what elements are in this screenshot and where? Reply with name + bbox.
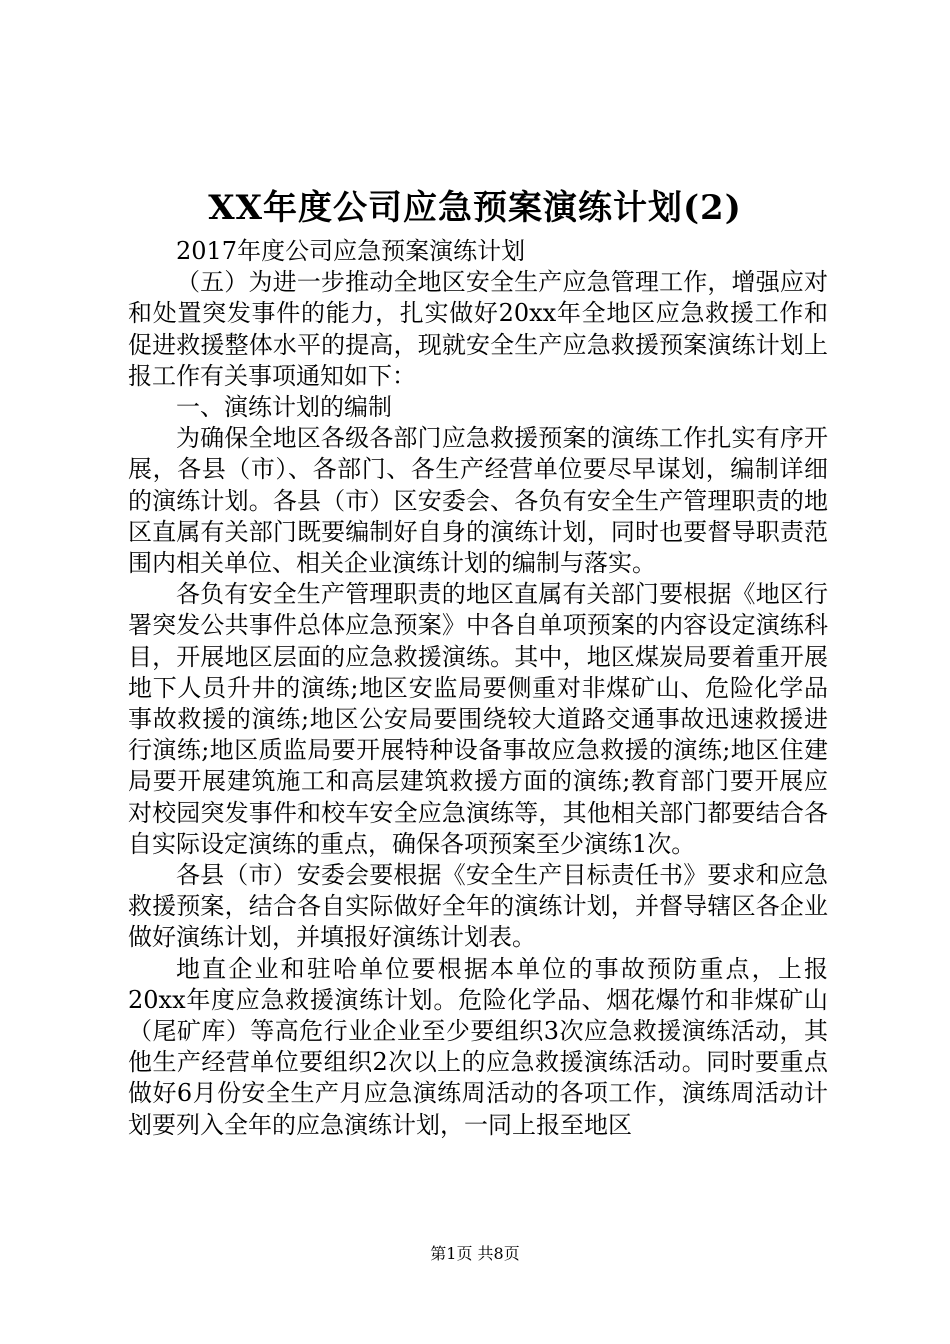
paragraph-subtitle: 2017年度公司应急预案演练计划 xyxy=(176,237,526,265)
page-footer: 第1页 共8页 xyxy=(430,1244,520,1263)
document-title: XX年度公司应急预案演练计划(2) xyxy=(208,188,742,228)
paragraph: 地直企业和驻哈单位要根据本单位的事故预防重点，上报20xx年度应急救援演练计划。危险化学品、烟花爆竹和非煤矿山（尾矿库）等高危行业企业至少要组织3次应急救援演练活动，其他生产经营单位要组织2次以上的应急救援演练活动。同时要重点做好6月份安全生产月应急演练周活动的各项工作，演练周活动计划要列入全年的应急演练计划，一同上报至地区 xyxy=(128,954,828,1139)
paragraph: 各负有安全生产管理职责的地区直属有关部门要根据《地区行署突发公共事件总体应急预案》中各自单项预案的内容设定演练科目，开展地区层面的应急救援演练。其中，地区煤炭局要着重开展地下人员升井的演练;地区安监局要侧重对非煤矿山、危险化学品事故救援的演练;地区公安局要围绕较大道路交通事故迅速救援进行演练;地区质监局要开展特种设备事故应急救援的演练;地区住建局要开展建筑施工和高层建筑救援方面的演练;教育部门要开展应对校园突发事件和校车安全应急演练等，其他相关部门都要结合各自实际设定演练的重点，确保各项预案至少演练1次。 xyxy=(128,580,828,858)
section-heading: 一、演练计划的编制 xyxy=(176,393,392,422)
paragraph: 为确保全地区各级各部门应急救援预案的演练工作扎实有序开展，各县（市）、各部门、各生产经营单位要尽早谋划，编制详细的演练计划。各县（市）区安委会、各负有安全生产管理职责的地区直属有关部门既要编制好自身的演练计划，同时也要督导职责范围内相关单位、相关企业演练计划的编制与落实。 xyxy=(128,424,828,578)
document-body xyxy=(128,236,828,1141)
paragraph: 各县（市）安委会要根据《安全生产目标责任书》要求和应急救援预案，结合各自实际做好全年的演练计划，并督导辖区各企业做好演练计划，并填报好演练计划表。 xyxy=(128,861,828,952)
paragraph-intro: （五）为进一步推动全地区安全生产应急管理工作，增强应对和处置突发事件的能力，扎实做好20xx年全地区应急救援工作和促进救援整体水平的提高，现就安全生产应急救援预案演练计划上报工作有关事项通知如下： xyxy=(128,268,828,390)
